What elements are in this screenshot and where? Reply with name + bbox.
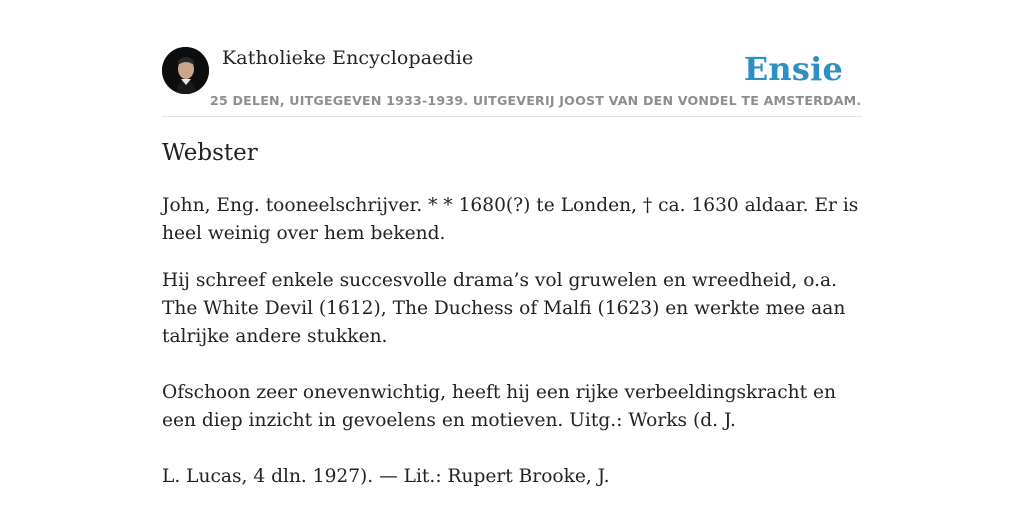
- publication-title[interactable]: Katholieke Encyclopaedie: [222, 47, 474, 69]
- entry-paragraph: John, Eng. tooneelschrijver. * * 1680(?) te Londen, † ca. 1630 aldaar. Er is heel weinig over hem bekend.: [162, 195, 859, 244]
- entry-paragraph: Hij schreef enkele succesvolle drama’s vol gruwelen en wreedheid, o.a. The White Devil (1612), The Duchess of Malfi (1623) en werkte mee aan talrijke andere stukken.: [162, 270, 846, 347]
- paragraph-gap: [162, 435, 862, 463]
- entry-paragraph: L. Lucas, 4 dln. 1927). — Lit.: Rupert Brooke, J.: [162, 466, 610, 487]
- entry-body: [162, 192, 862, 491]
- entry-paragraph: Ofschoon zeer onevenwichtig, heeft hij een rijke verbeeldingskracht en een diep inzicht in gevoelens en motieven. Uitg.: Works (d. J.: [162, 382, 837, 431]
- site-header: [162, 44, 862, 117]
- entry-title: Webster: [162, 140, 258, 166]
- publication-avatar[interactable]: [162, 47, 209, 94]
- paragraph-gap: [162, 351, 862, 379]
- publication-subtitle: 25 DELEN, UITGEGEVEN 1933-1939. UITGEVERIJ JOOST VAN DEN VONDEL TE AMSTERDAM.: [210, 93, 862, 108]
- ensie-logo[interactable]: Ensie: [743, 50, 843, 88]
